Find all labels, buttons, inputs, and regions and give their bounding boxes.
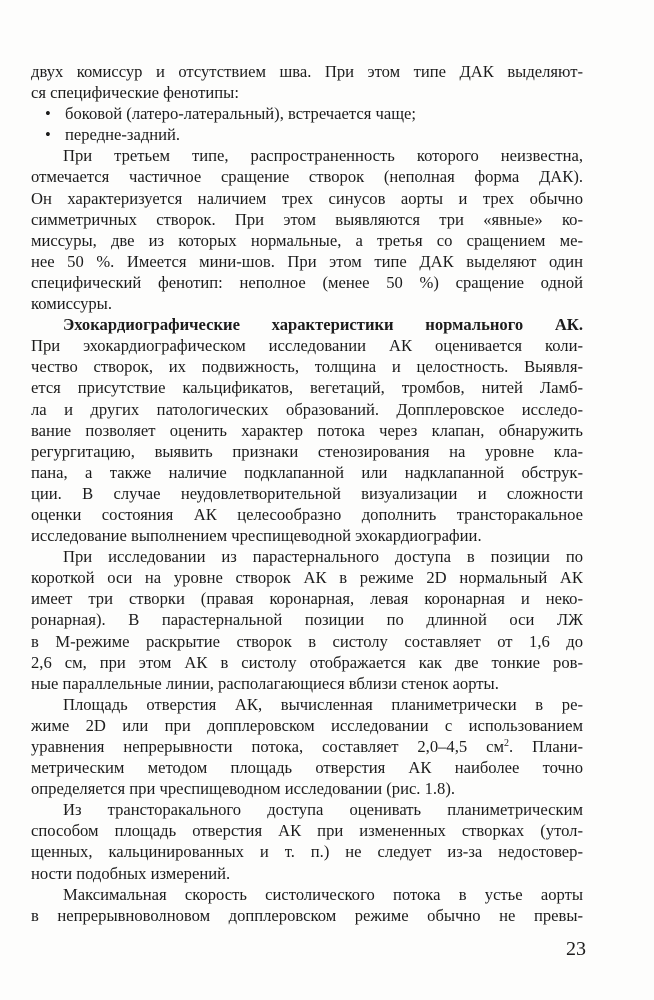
text-line: ции. В случае неудовлетворительной визуализации и сложности [31,483,583,503]
text-line: двух комиссур и отсутствием шва. При этом типе ДАК выделяют- [31,62,583,81]
page-number: 23 [566,938,586,960]
text-segment: уравнения непрерывности потока, составляет 2,0–4,5 см [31,737,504,756]
text-line: способом площадь отверстия АК при измененных створках (утол- [31,821,583,841]
superscript: 2 [503,738,509,749]
text-line: в М-режиме раскрытие створок в систолу составляет от 1,6 до [31,631,583,651]
text-line: исследование выполнением чреспищеводной эхокардиографии. [31,526,482,546]
text-line: симметричных створок. При этом выявляются три «явные» ко- [31,209,583,229]
text-segment: . Плани- [508,737,583,756]
text-line: щенных, кальцинированных и т. п.) не следует из-за недостовер- [31,842,583,862]
text-line: комиссуры. [31,294,112,314]
text-line: ные параллельные линии, располагающиеся вблизи стенок аорты. [31,673,499,693]
paragraph-first-line: При исследовании из парастернального доступа в позиции по [63,547,583,567]
text-line: вание позволяет оценить характер потока через клапан, обнаружить [31,420,583,440]
paragraph-first-line: Максимальная скорость систолического потока в устье аорты [63,884,583,904]
text-line: ется присутствие кальцификатов, вегетаций, тромбов, нитей Ламб- [31,378,583,398]
list-item-text: передне-задний. [65,125,181,145]
text-line [31,736,583,757]
paragraph-first-line: Из трансторакального доступа оценивать планиметрическим [63,800,583,820]
text-line: При эхокардиографическом исследовании АК оценивается коли- [31,336,583,356]
text-line: в непрерывноволновом допплеровском режиме обычно не превы- [31,905,583,925]
bullet-icon: • [45,104,51,124]
text-line: отмечается частичное сращение створок (неполная форма ДАК). [31,167,583,187]
text-line: ла и других патологических образований. Допплеровское исследо- [31,399,583,419]
text-line: чество створок, их подвижность, толщина и целостность. Выявля- [31,357,583,377]
text-line: нее 50 %. Имеется мини-шов. При этом типе ДАК выделяют один [31,251,583,271]
text-line: короткой оси на уровне створок АК в режиме 2D нормальный АК [31,568,583,588]
paragraph-first-line: Площадь отверстия АК, вычисленная планиметрически в ре- [63,694,583,714]
text-line: определяется при чреспищеводном исследовании (рис. 1.8). [31,779,456,799]
text-line: регургитацию, выявить признаки стенозирования на уровне кла- [31,441,583,461]
text-line: ся специфические фенотипы: [31,83,239,103]
paragraph-first-line: При третьем типе, распространенность которого неизвестна, [63,146,583,166]
text-line: миссуры, две из которых нормальные, а третья со сращением ме- [31,230,583,250]
section-heading: Эхокардиографические характеристики нормального АК. [63,315,583,335]
text-line: Он характеризуется наличием трех синусов аорты и трех обычно [31,188,583,208]
text-line: метрическим методом площадь отверстия АК наиболее точно [31,758,583,778]
text-line: пана, а также наличие подклапанной или надклапанной обструк- [31,462,583,482]
text-line: жиме 2D или при допплеровском исследовании с использованием [31,715,583,735]
bullet-icon: • [45,125,51,145]
text-line: имеет три створки (правая коронарная, левая коронарная и неко- [31,589,583,609]
text-line: ронарная). В парастернальной позиции по длинной оси ЛЖ [31,610,583,630]
list-item [31,124,583,145]
body-text [31,61,583,926]
list-item [31,103,583,124]
list-item-text: боковой (латеро-латеральный), встречается чаще; [65,104,416,124]
text-line: ности подобных измерений. [31,863,231,883]
text-line: оценки состояния АК целесообразно дополнить трансторакальное [31,504,583,524]
text-line: 2,6 см, при этом АК в систолу отображается как две тонкие ров- [31,652,583,672]
text-line: специфический фенотип: неполное (менее 50 %) сращение одной [31,272,583,292]
